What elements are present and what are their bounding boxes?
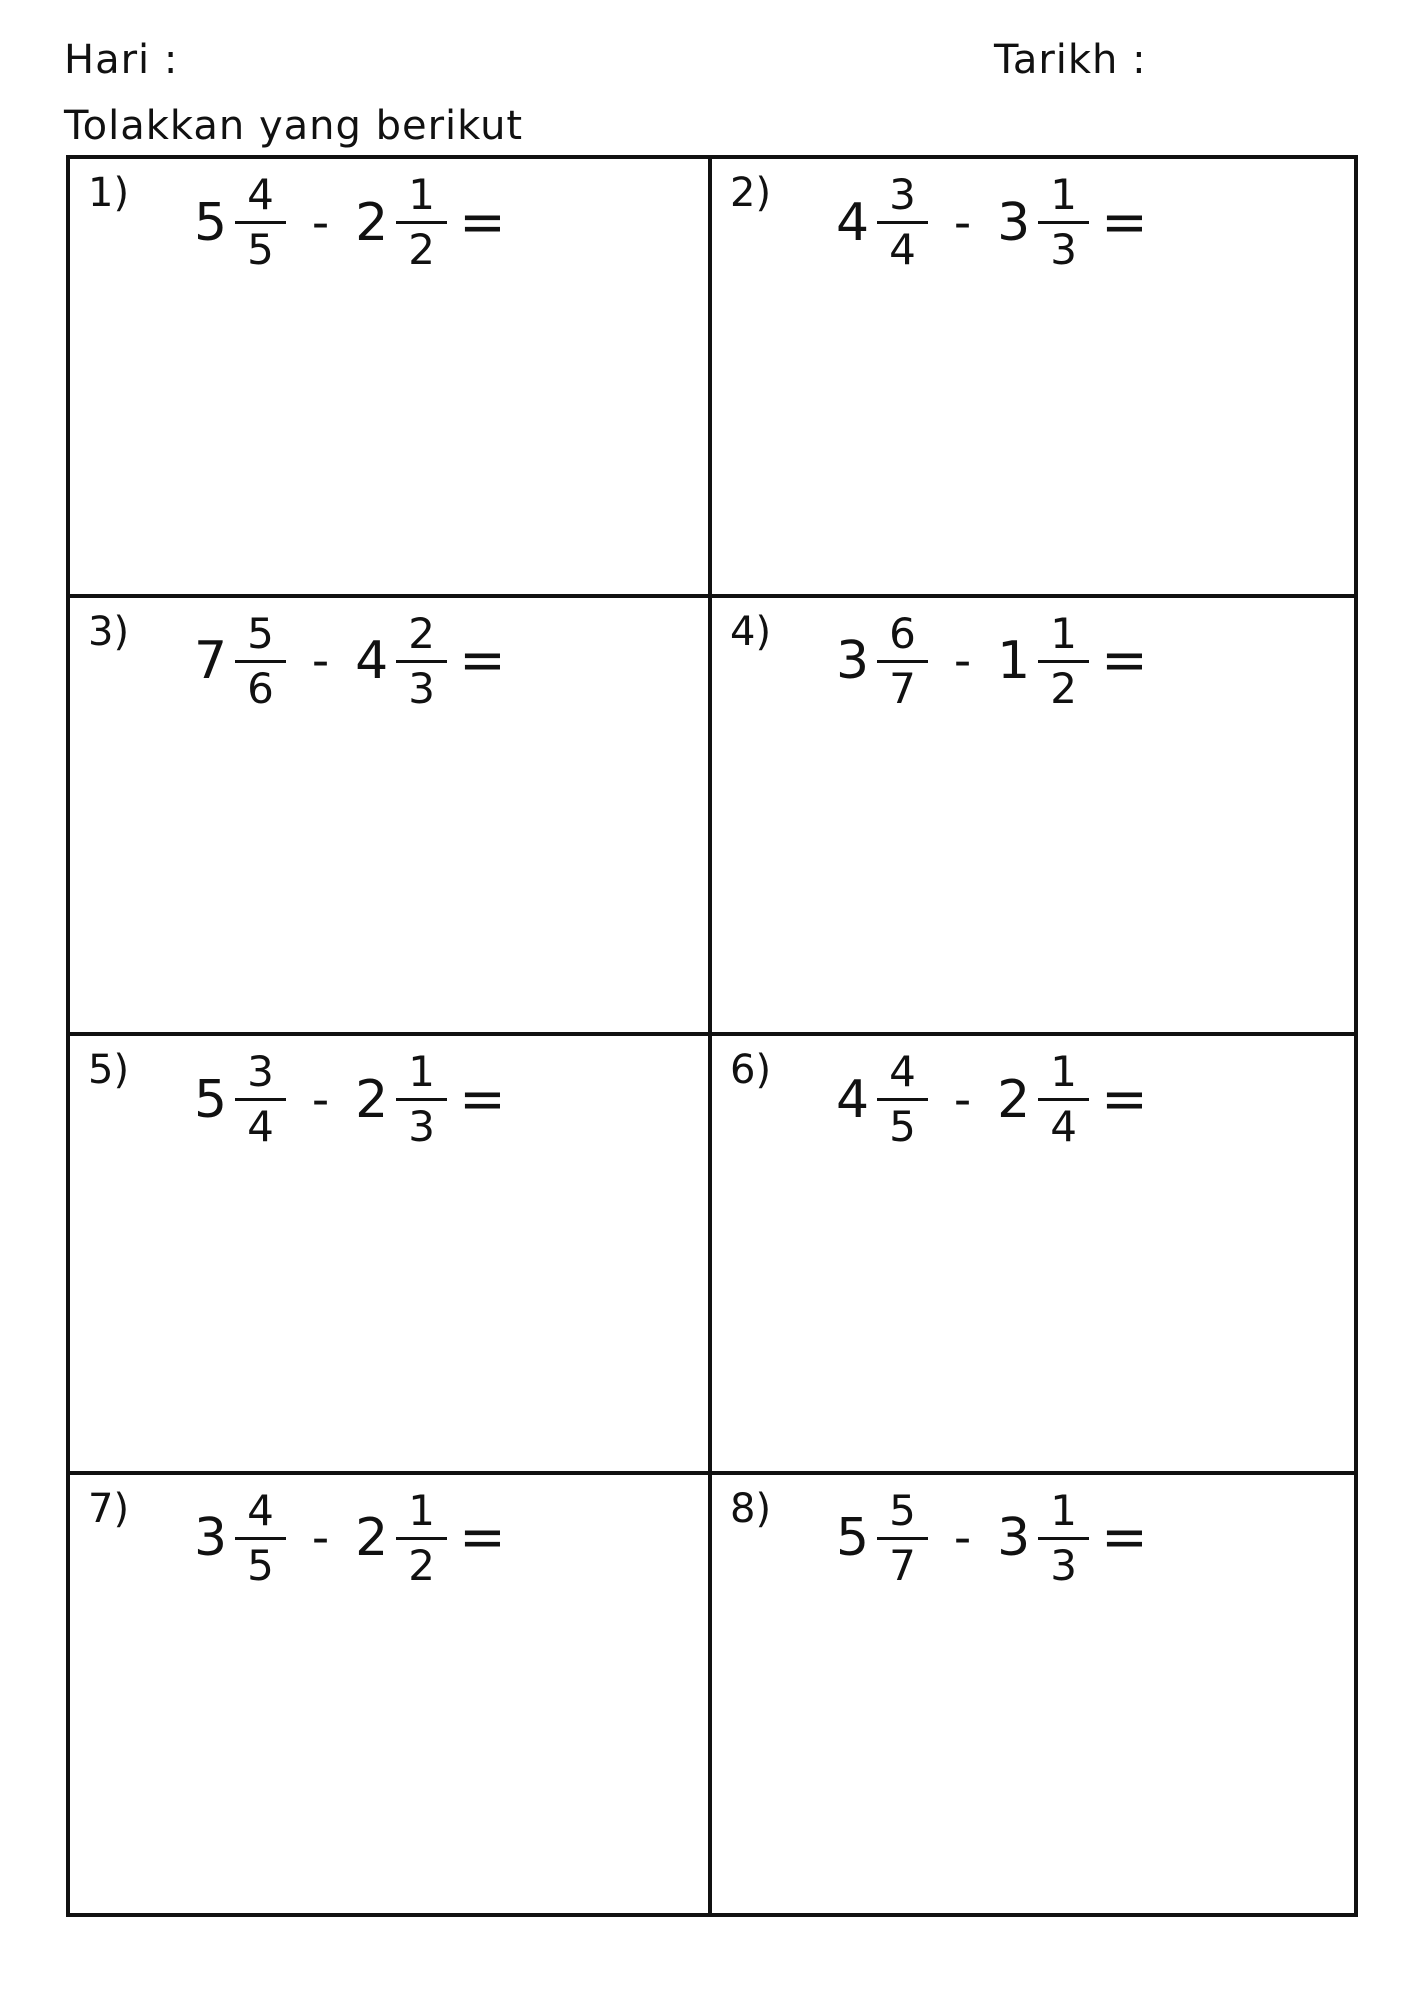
whole-number: 4	[836, 1069, 870, 1130]
equals-sign: =	[458, 189, 506, 255]
minus-sign: -	[311, 1071, 330, 1128]
subtraction-expression	[836, 1485, 1148, 1590]
question-cell-5	[70, 1036, 712, 1475]
subtraction-expression	[836, 170, 1148, 275]
fraction	[396, 1047, 447, 1152]
question-number: 7)	[88, 1485, 130, 1532]
subtraction-expression	[194, 608, 506, 713]
question-cell-2	[712, 159, 1354, 598]
numerator: 6	[877, 612, 928, 663]
question-cell-1	[70, 159, 712, 598]
denominator: 2	[408, 1540, 435, 1590]
numerator: 4	[235, 1489, 286, 1540]
subtraction-expression	[194, 170, 506, 275]
whole-number: 3	[997, 192, 1031, 253]
numerator: 1	[396, 1050, 447, 1101]
minus-sign: -	[311, 194, 330, 251]
minus-sign: -	[953, 1510, 972, 1567]
question-number: 4)	[730, 608, 772, 655]
numerator: 1	[396, 173, 447, 224]
denominator: 5	[247, 1540, 274, 1590]
numerator: 3	[877, 173, 928, 224]
denominator: 2	[408, 225, 435, 275]
fraction	[877, 170, 928, 275]
whole-number: 5	[194, 192, 228, 253]
denominator: 4	[247, 1102, 274, 1152]
subtrahend	[997, 1047, 1089, 1152]
denominator: 7	[889, 1540, 916, 1590]
question-number: 6)	[730, 1047, 772, 1093]
numerator: 4	[877, 1050, 928, 1101]
subtrahend	[355, 170, 447, 275]
equals-sign: =	[458, 628, 506, 694]
whole-number: 4	[355, 631, 389, 692]
whole-number: 3	[997, 1508, 1031, 1569]
subtraction-expression	[194, 1485, 506, 1590]
fraction	[396, 170, 447, 275]
fraction	[1038, 1485, 1089, 1590]
subtraction-expression	[194, 1047, 506, 1152]
instruction-text: Tolakkan yang berikut	[64, 103, 524, 149]
numerator: 3	[235, 1050, 286, 1101]
minuend	[836, 1047, 928, 1152]
whole-number: 5	[194, 1069, 228, 1130]
whole-number: 2	[355, 1508, 389, 1569]
equals-sign: =	[1100, 1066, 1148, 1132]
fraction	[1038, 608, 1089, 713]
question-number: 5)	[88, 1047, 130, 1093]
fraction	[235, 1047, 286, 1152]
fraction	[877, 608, 928, 713]
subtrahend	[355, 1047, 447, 1152]
subtraction-expression	[836, 1047, 1148, 1152]
question-grid	[66, 155, 1358, 1917]
fraction	[235, 170, 286, 275]
question-cell-7	[70, 1475, 712, 1914]
minuend	[836, 170, 928, 275]
minuend	[194, 1047, 286, 1152]
minuend	[194, 170, 286, 275]
question-number: 1)	[88, 170, 130, 216]
fraction	[877, 1047, 928, 1152]
whole-number: 3	[194, 1508, 228, 1569]
denominator: 3	[1050, 225, 1077, 275]
minus-sign: -	[953, 1071, 972, 1128]
denominator: 3	[408, 663, 435, 713]
fraction	[235, 1485, 286, 1590]
question-number: 2)	[730, 170, 772, 216]
denominator: 3	[1050, 1540, 1077, 1590]
denominator: 4	[1050, 1102, 1077, 1152]
fraction	[396, 1485, 447, 1590]
numerator: 1	[1038, 1050, 1089, 1101]
question-cell-8	[712, 1475, 1354, 1914]
subtrahend	[355, 608, 447, 713]
denominator: 2	[1050, 663, 1077, 713]
denominator: 6	[247, 663, 274, 713]
question-number: 3)	[88, 608, 130, 655]
numerator: 1	[1038, 1489, 1089, 1540]
denominator: 5	[889, 1102, 916, 1152]
numerator: 5	[235, 612, 286, 663]
subtrahend	[997, 170, 1089, 275]
subtraction-expression	[836, 608, 1148, 713]
fraction	[1038, 170, 1089, 275]
whole-number: 2	[355, 1069, 389, 1130]
minuend	[836, 608, 928, 713]
question-cell-6	[712, 1036, 1354, 1475]
numerator: 2	[396, 612, 447, 663]
subtrahend	[997, 608, 1089, 713]
subtrahend	[355, 1485, 447, 1590]
minuend	[194, 608, 286, 713]
denominator: 5	[247, 225, 274, 275]
equals-sign: =	[1100, 628, 1148, 694]
minuend	[194, 1485, 286, 1590]
whole-number: 2	[997, 1069, 1031, 1130]
question-cell-4	[712, 598, 1354, 1037]
fraction	[877, 1485, 928, 1590]
numerator: 4	[235, 173, 286, 224]
whole-number: 7	[194, 631, 228, 692]
denominator: 7	[889, 663, 916, 713]
minuend	[836, 1485, 928, 1590]
fraction	[1038, 1047, 1089, 1152]
numerator: 1	[1038, 173, 1089, 224]
whole-number: 3	[836, 631, 870, 692]
whole-number: 5	[836, 1508, 870, 1569]
numerator: 1	[396, 1489, 447, 1540]
minus-sign: -	[953, 633, 972, 690]
question-number: 8)	[730, 1485, 772, 1532]
whole-number: 2	[355, 192, 389, 253]
hari-label: Hari :	[64, 37, 179, 83]
fraction	[396, 608, 447, 713]
question-cell-3	[70, 598, 712, 1037]
minus-sign: -	[953, 194, 972, 251]
minus-sign: -	[311, 633, 330, 690]
whole-number: 1	[997, 631, 1031, 692]
numerator: 5	[877, 1489, 928, 1540]
denominator: 3	[408, 1102, 435, 1152]
equals-sign: =	[458, 1505, 506, 1571]
numerator: 1	[1038, 612, 1089, 663]
equals-sign: =	[1100, 189, 1148, 255]
fraction	[235, 608, 286, 713]
denominator: 4	[889, 225, 916, 275]
whole-number: 4	[836, 192, 870, 253]
tarikh-label: Tarikh :	[994, 37, 1147, 83]
equals-sign: =	[1100, 1505, 1148, 1571]
subtrahend	[997, 1485, 1089, 1590]
equals-sign: =	[458, 1066, 506, 1132]
minus-sign: -	[311, 1510, 330, 1567]
